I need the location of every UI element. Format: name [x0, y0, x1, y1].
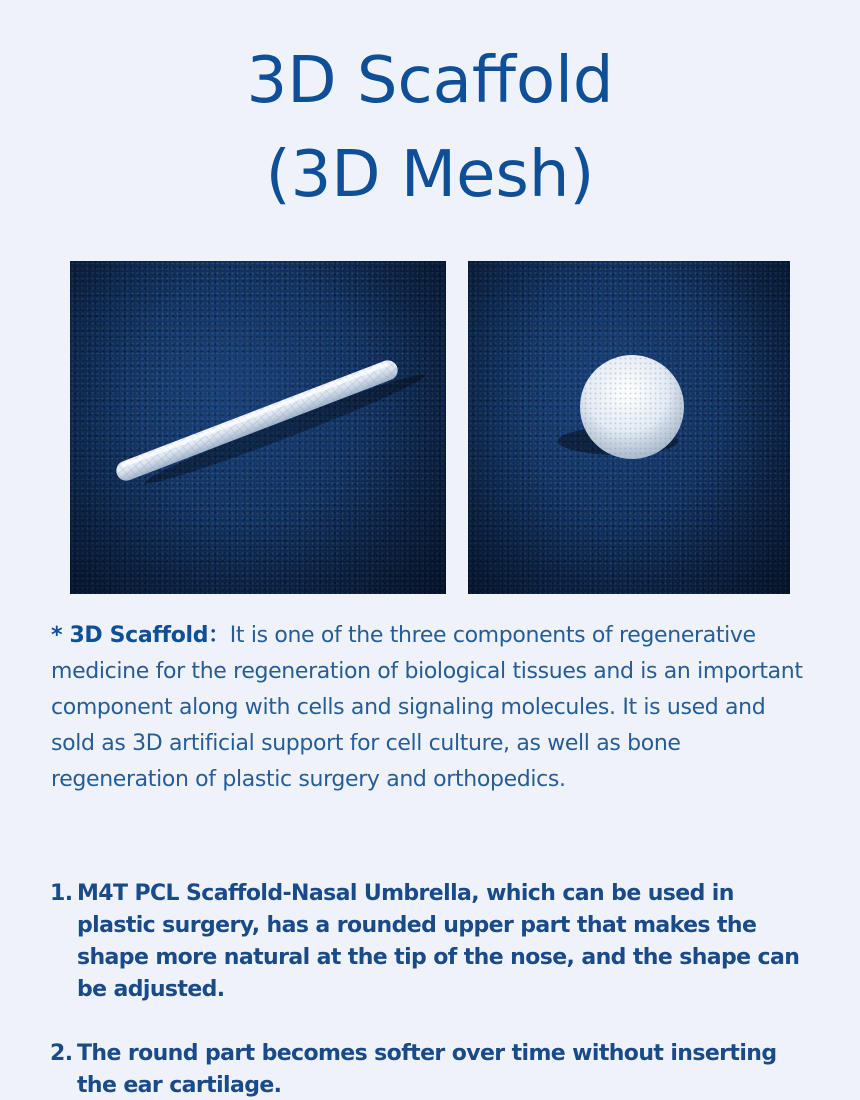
title-line-2: (3D Mesh)	[265, 138, 595, 212]
description-label: * 3D Scaffold：	[51, 623, 230, 648]
scaffold-description	[51, 618, 811, 798]
list-item	[50, 1038, 810, 1100]
list-item-number: 1.	[50, 881, 73, 906]
page-title	[0, 34, 860, 222]
description-text: It is one of the three components of regenerative medicine for the regeneration of biological tissues and is an important component along with cells and signaling molecules. It is used and sold as 3D artificial support for cell culture, as well as bone regeneration of plastic surgery and orthopedics.	[51, 623, 803, 792]
mesh-sphere-illustration	[468, 261, 790, 594]
list-item-text: The round part becomes softer over time without inserting the ear cartilage.	[77, 1041, 777, 1098]
scaffold-rod-photo	[70, 261, 446, 594]
mesh-rod-illustration	[70, 261, 446, 594]
list-item	[50, 878, 810, 1006]
list-item-number: 2.	[50, 1041, 73, 1066]
list-item-text: M4T PCL Scaffold-Nasal Umbrella, which can be used in plastic surgery, has a rounded upper part that makes the shape more natural at the tip of the nose, and the shape can be adjusted.	[77, 881, 800, 1002]
title-line-1: 3D Scaffold	[246, 44, 614, 118]
scaffold-sphere-photo	[468, 261, 790, 594]
